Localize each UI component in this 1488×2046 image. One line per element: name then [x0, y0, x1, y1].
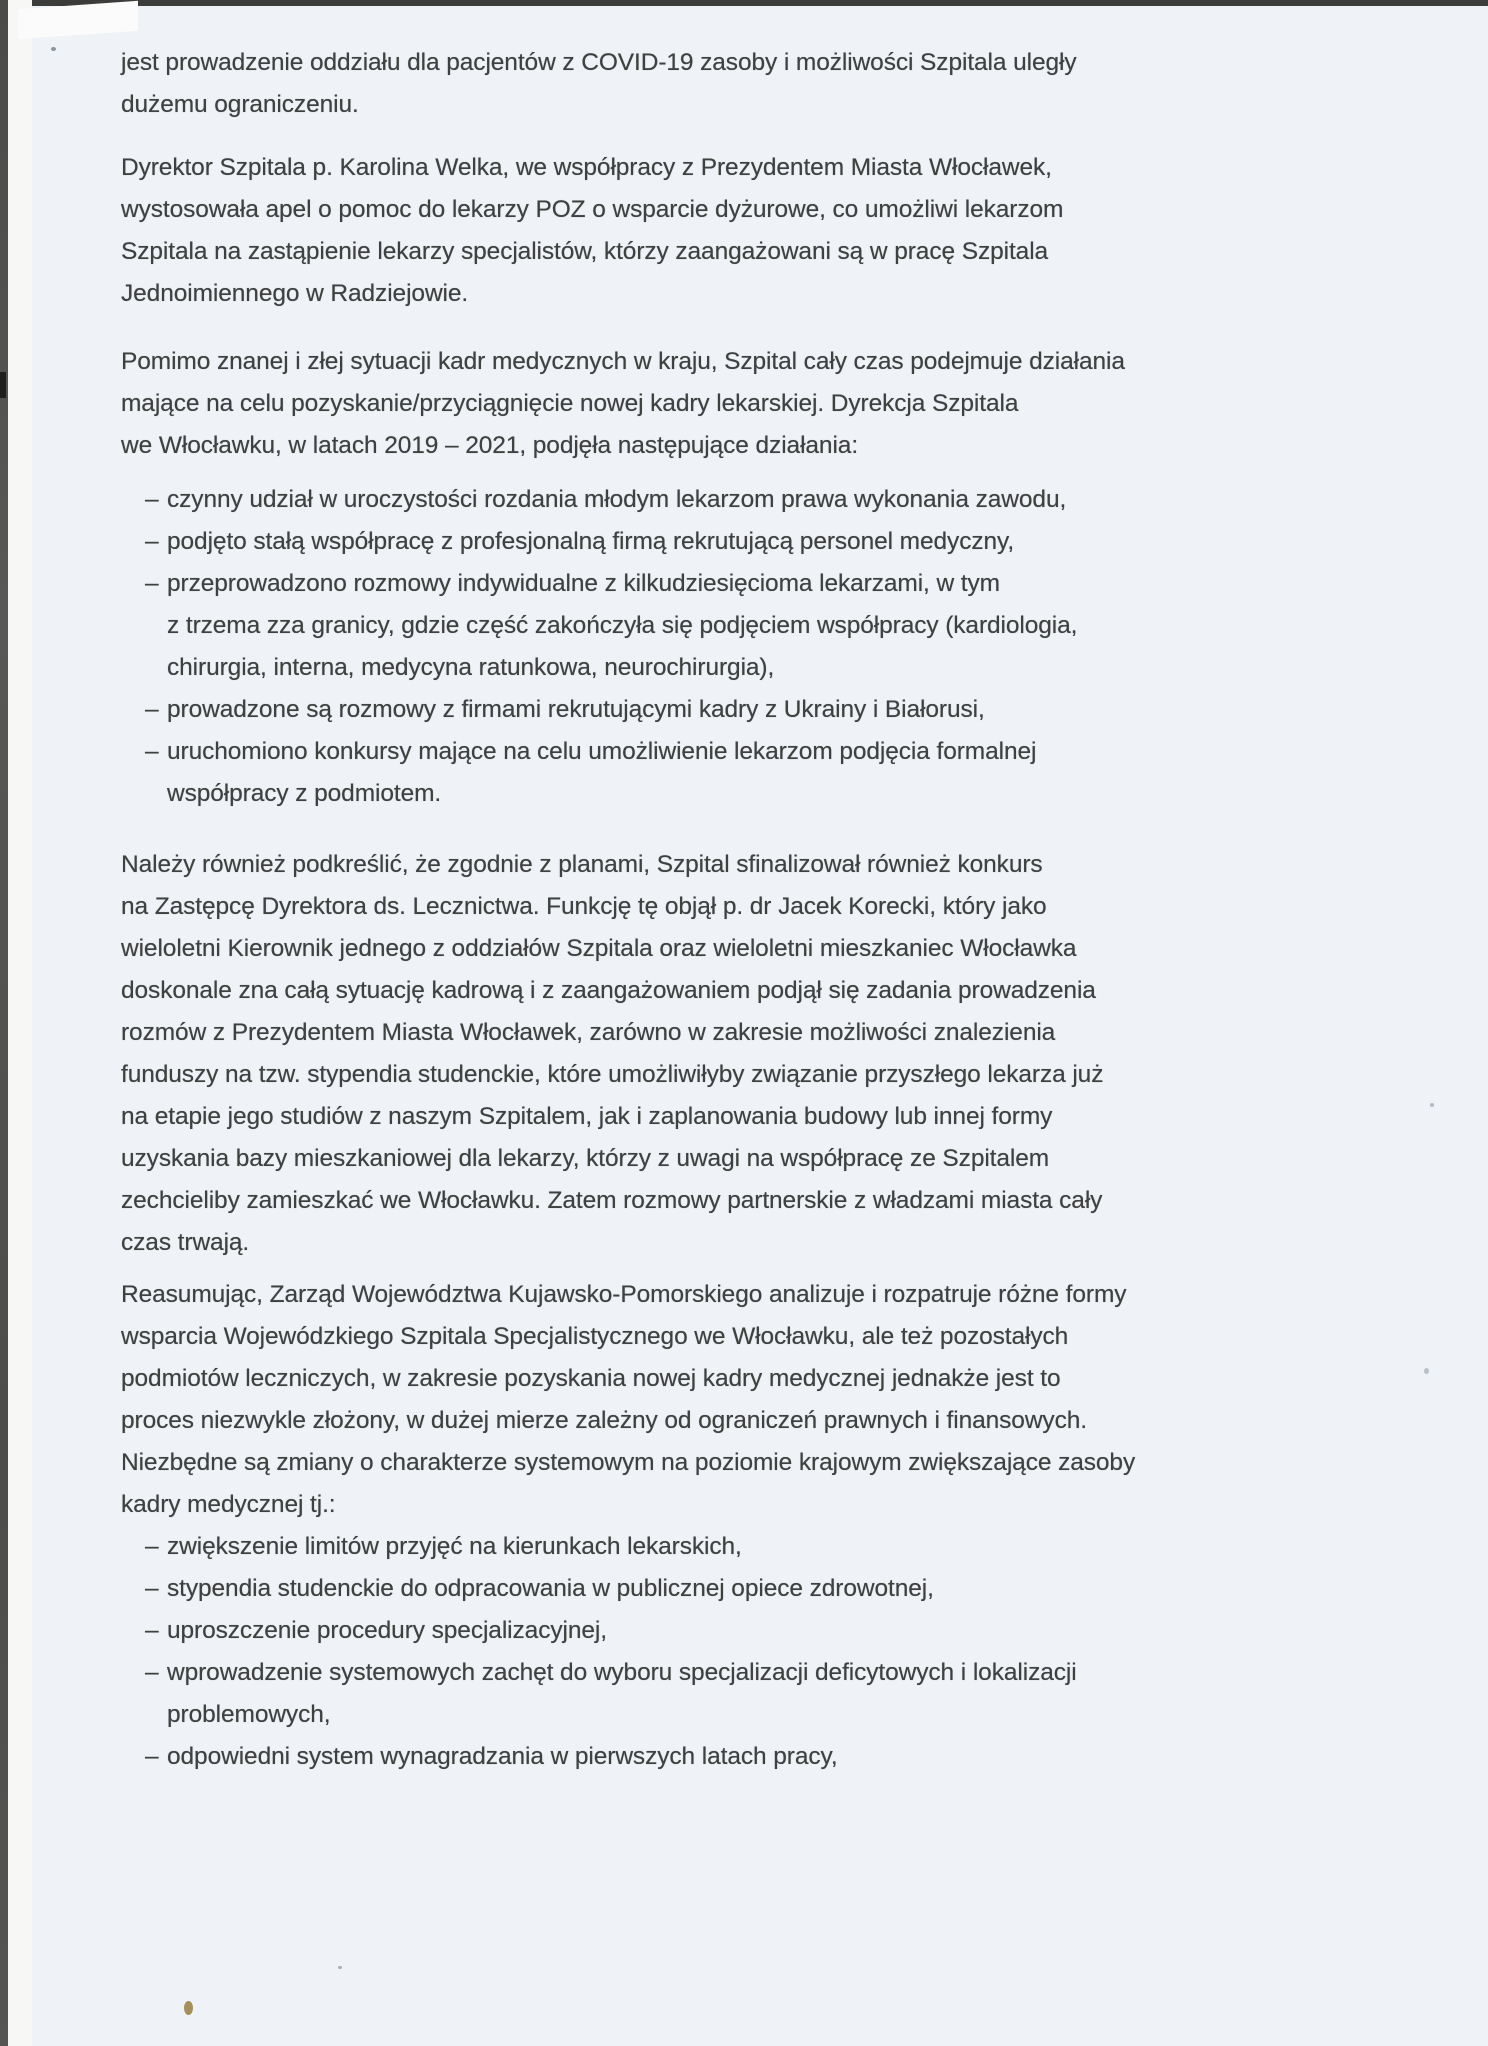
- text-line: [121, 1568, 1241, 1610]
- text-line: [121, 844, 1241, 886]
- text-line: [121, 1274, 1241, 1316]
- text-line: [121, 1484, 1241, 1526]
- paragraph: [121, 147, 1241, 315]
- paragraph: [121, 1274, 1241, 1526]
- bullet-dash-icon: –: [145, 738, 159, 765]
- text-line: [121, 563, 1241, 605]
- text-line: [121, 231, 1241, 273]
- page-edge-left: [8, 0, 32, 2046]
- bullet-dash-icon: –: [145, 696, 159, 723]
- line-text: uzyskania bazy mieszkaniowej dla lekarzy, którzy z uwagi na współpracę ze Szpitalem: [121, 1145, 1050, 1172]
- text-line: [121, 1652, 1241, 1694]
- scan-speck: [51, 47, 56, 51]
- line-text: Dyrektor Szpitala p. Karolina Welka, we współpracy z Prezydentem Miasta Włocławek,: [121, 154, 1052, 181]
- bullet-dash-icon: –: [145, 528, 159, 555]
- bullet-dash-icon: –: [145, 1743, 159, 1770]
- document-body-text: [121, 42, 1241, 1778]
- text-line: [121, 273, 1241, 315]
- text-line: [121, 84, 1241, 126]
- line-text: Reasumując, Zarząd Województwa Kujawsko-Pomorskiego analizuje i rozpatruje różne formy: [121, 1281, 1127, 1308]
- line-text: podmiotów leczniczych, w zakresie pozyskania nowej kadry medycznej jednakże jest to: [121, 1365, 1061, 1392]
- scan-edge-top: [0, 0, 1488, 6]
- text-line: [121, 341, 1241, 383]
- paragraph: [121, 42, 1241, 126]
- page-corner-wedge: [18, 1, 138, 39]
- line-text: dużemu ograniczeniu.: [121, 91, 359, 118]
- line-text: wprowadzenie systemowych zachęt do wyboru specjalizacji deficytowych i lokalizacji: [167, 1659, 1077, 1686]
- line-text: wystosowała apel o pomoc do lekarzy POZ o wsparcie dyżurowe, co umożliwi lekarzom: [121, 196, 1064, 223]
- line-text: zwiększenie limitów przyjęć na kierunkach lekarskich,: [167, 1533, 742, 1560]
- line-text: doskonale zna całą sytuację kadrową i z zaangażowaniem podjął się zadania prowadzenia: [121, 977, 1096, 1004]
- line-text: wsparcia Wojewódzkiego Szpitala Specjalistycznego we Włocławku, ale też pozostałych: [121, 1323, 1069, 1350]
- bullet-dash-icon: –: [145, 1533, 159, 1560]
- text-line: [121, 479, 1241, 521]
- text-line: [121, 1442, 1241, 1484]
- bullet-dash-icon: –: [145, 1575, 159, 1602]
- text-line: [121, 1358, 1241, 1400]
- line-text: Szpitala na zastąpienie lekarzy specjalistów, którzy zaangażowani są w pracę Szpitala: [121, 238, 1049, 265]
- line-text: uruchomiono konkursy mające na celu umożliwienie lekarzom podjęcia formalnej: [167, 738, 1037, 765]
- text-line: [121, 605, 1241, 647]
- scan-speck: [1430, 1103, 1434, 1107]
- text-line: [121, 1222, 1241, 1264]
- line-text: uproszczenie procedury specjalizacyjnej,: [167, 1617, 607, 1644]
- line-text: przeprowadzono rozmowy indywidualne z kilkudziesięcioma lekarzami, w tym: [167, 570, 1000, 597]
- text-line: [121, 1400, 1241, 1442]
- text-line: [121, 689, 1241, 731]
- line-text: na etapie jego studiów z naszym Szpitalem, jak i zaplanowania budowy lub innej formy: [121, 1103, 1053, 1130]
- line-text: z trzema zza granicy, gdzie część zakończyła się podjęciem współpracy (kardiologia,: [167, 612, 1078, 639]
- line-text: kadry medycznej tj.:: [121, 1491, 336, 1518]
- line-text: współpracy z podmiotem.: [167, 780, 442, 807]
- line-text: czynny udział w uroczystości rozdania młodym lekarzom prawa wykonania zawodu,: [167, 486, 1067, 513]
- text-line: [121, 1096, 1241, 1138]
- line-text: na Zastępcę Dyrektora ds. Lecznictwa. Funkcję tę objął p. dr Jacek Korecki, który jako: [121, 893, 1047, 920]
- line-text: zechcieliby zamieszkać we Włocławku. Zatem rozmowy partnerskie z władzami miasta cały: [121, 1187, 1103, 1214]
- text-line: [121, 1316, 1241, 1358]
- text-line: [121, 1138, 1241, 1180]
- text-line: [121, 189, 1241, 231]
- line-text: stypendia studenckie do odpracowania w publicznej opiece zdrowotnej,: [167, 1575, 934, 1602]
- text-line: [121, 647, 1241, 689]
- line-text: Należy również podkreślić, że zgodnie z planami, Szpital sfinalizował również konkurs: [121, 851, 1043, 878]
- paragraph: [121, 341, 1241, 467]
- bullet-list: [121, 1526, 1241, 1778]
- bullet-list: [121, 479, 1241, 815]
- text-line: [121, 970, 1241, 1012]
- line-text: czas trwają.: [121, 1229, 250, 1256]
- line-text: podjęto stałą współpracę z profesjonalną firmą rekrutującą personel medyczny,: [167, 528, 1015, 555]
- text-line: [121, 425, 1241, 467]
- text-line: [121, 383, 1241, 425]
- line-text: we Włocławku, w latach 2019 – 2021, podjęła następujące działania:: [121, 432, 859, 459]
- text-line: [121, 1736, 1241, 1778]
- line-text: rozmów z Prezydentem Miasta Włocławek, zarówno w zakresie możliwości znalezienia: [121, 1019, 1056, 1046]
- text-line: [121, 147, 1241, 189]
- text-line: [121, 928, 1241, 970]
- text-line: [121, 1610, 1241, 1652]
- bullet-dash-icon: –: [145, 1659, 159, 1686]
- line-text: odpowiedni system wynagradzania w pierwszych latach pracy,: [167, 1743, 838, 1770]
- bullet-dash-icon: –: [145, 486, 159, 513]
- text-line: [121, 1012, 1241, 1054]
- scan-speck: [184, 2001, 193, 2015]
- bullet-dash-icon: –: [145, 1617, 159, 1644]
- text-line: [121, 886, 1241, 928]
- line-text: wieloletni Kierownik jednego z oddziałów Szpitala oraz wieloletni mieszkaniec Włocławka: [121, 935, 1077, 962]
- line-text: Jednoimiennego w Radziejowie.: [121, 280, 469, 307]
- line-text: problemowych,: [167, 1701, 331, 1728]
- line-text: chirurgia, interna, medycyna ratunkowa, neurochirurgia),: [167, 654, 775, 681]
- text-line: [121, 1694, 1241, 1736]
- scan-speck: [338, 1966, 342, 1969]
- text-line: [121, 1526, 1241, 1568]
- text-line: [121, 1180, 1241, 1222]
- line-text: Niezbędne są zmiany o charakterze systemowym na poziomie krajowym zwiększające zasoby: [121, 1449, 1136, 1476]
- line-text: mające na celu pozyskanie/przyciągnięcie nowej kadry lekarskiej. Dyrekcja Szpitala: [121, 390, 1019, 417]
- line-text: prowadzone są rozmowy z firmami rekrutującymi kadry z Ukrainy i Białorusi,: [167, 696, 985, 723]
- line-text: Pomimo znanej i złej sytuacji kadr medycznych w kraju, Szpital cały czas podejmuje działania: [121, 348, 1125, 375]
- paragraph: [121, 844, 1241, 1264]
- line-text: funduszy na tzw. stypendia studenckie, które umożliwiłyby związanie przyszłego lekarza już: [121, 1061, 1104, 1088]
- bullet-dash-icon: –: [145, 570, 159, 597]
- line-text: jest prowadzenie oddziału dla pacjentów z COVID-19 zasoby i możliwości Szpitala uległy: [121, 49, 1077, 76]
- text-line: [121, 1054, 1241, 1096]
- scan-notch: [0, 372, 6, 398]
- text-line: [121, 731, 1241, 773]
- line-text: proces niezwykle złożony, w dużej mierze zależny od ograniczeń prawnych i finansowych.: [121, 1407, 1087, 1434]
- text-line: [121, 42, 1241, 84]
- text-line: [121, 773, 1241, 815]
- scan-speck: [1424, 1368, 1429, 1374]
- text-line: [121, 521, 1241, 563]
- scan-edge-left: [0, 0, 8, 2046]
